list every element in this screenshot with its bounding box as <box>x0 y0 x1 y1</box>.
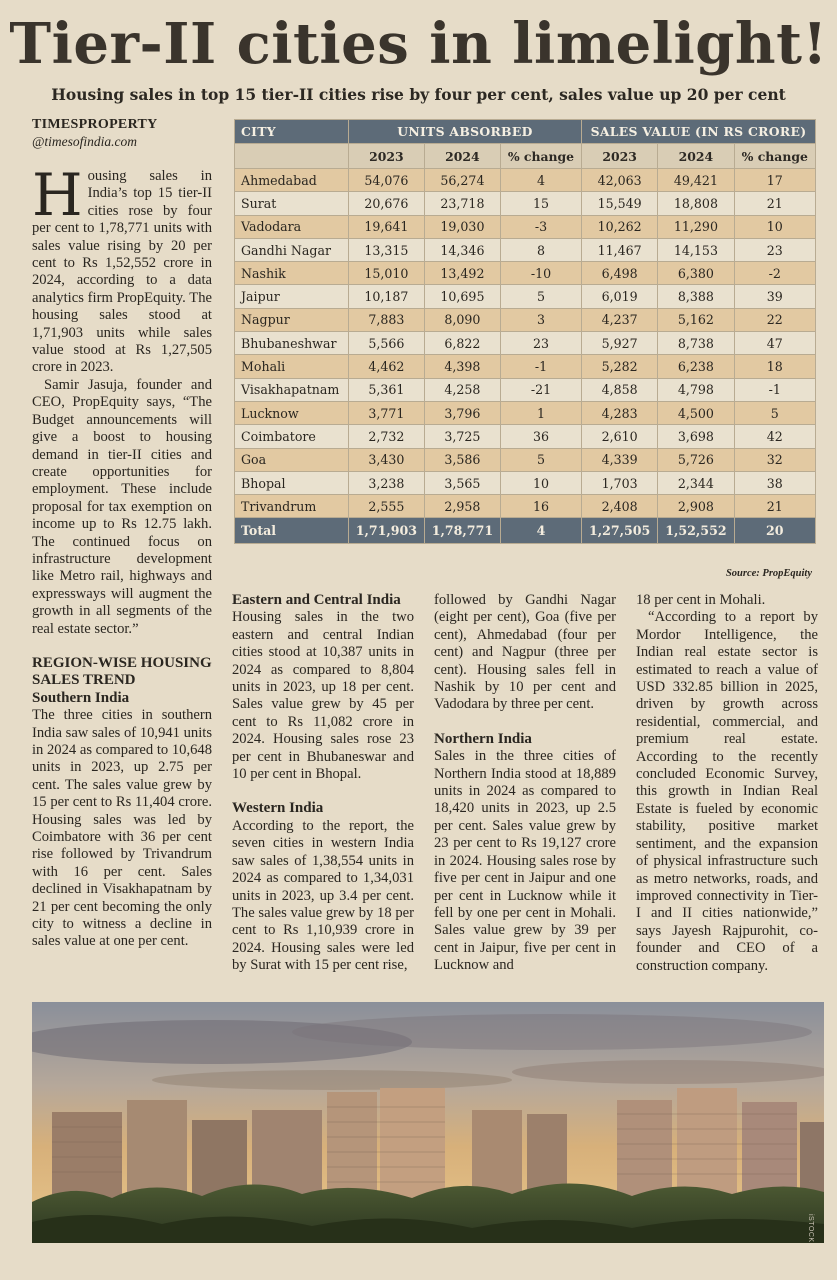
cell-value-2024: 18,808 <box>658 192 734 215</box>
table-row <box>235 378 816 401</box>
cell-value-2024: 8,738 <box>658 332 734 355</box>
table-row <box>235 355 816 378</box>
cell-units-pct: 8 <box>500 238 581 261</box>
cell-value-2023: 2,610 <box>581 425 657 448</box>
cell-units-pct: -3 <box>500 215 581 238</box>
cell-city: Nashik <box>235 262 349 285</box>
cell-value-pct: 21 <box>734 495 815 518</box>
cell-units-2023: 4,462 <box>348 355 424 378</box>
cell-units-2023: 10,187 <box>348 285 424 308</box>
cell-units-pct: -21 <box>500 378 581 401</box>
intro-paragraph <box>32 161 212 377</box>
table-row <box>235 192 816 215</box>
cell-units-pct: 3 <box>500 308 581 331</box>
cell-value-pct: 21 <box>734 192 815 215</box>
table-body <box>235 169 816 544</box>
cell-value-pct: 42 <box>734 425 815 448</box>
cell-units-2023: 3,238 <box>348 471 424 494</box>
cell-units-pct: 5 <box>500 285 581 308</box>
cell-value-2023: 5,282 <box>581 355 657 378</box>
cell-units-2023: 15,010 <box>348 262 424 285</box>
cell-units-2024: 3,796 <box>424 401 500 424</box>
cell-value-2024: 5,726 <box>658 448 734 471</box>
cell-value-pct: 23 <box>734 238 815 261</box>
cell-units-2023: 3,771 <box>348 401 424 424</box>
intro-text: ousing sales in India’s top 15 tier-II cities rose by four per cent to 1,78,771 units with sales value rising by 20 per cent to Rs 1,52,552 crore in 2024, according to a data analytics firm PropEquity. The housing sales stood at 1,71,903 units while sales value stood at Rs 1,27,505 crore in 2023. <box>32 168 212 376</box>
article-column-1 <box>32 161 212 951</box>
cell-units-pct: 10 <box>500 471 581 494</box>
cell-value-pct: 38 <box>734 471 815 494</box>
cell-units-2024: 2,958 <box>424 495 500 518</box>
cell-value-pct: 5 <box>734 401 815 424</box>
table-row <box>235 262 816 285</box>
cell-value-2024: 1,52,552 <box>658 518 734 544</box>
cell-value-2024: 49,421 <box>658 169 734 192</box>
cell-units-2024: 3,725 <box>424 425 500 448</box>
skyline-illustration <box>32 1002 824 1243</box>
table-row <box>235 285 816 308</box>
cell-city: Visakhapatnam <box>235 378 349 401</box>
cell-city: Nagpur <box>235 308 349 331</box>
western-text-continued: followed by Gandhi Nagar (eight per cent), Goa (five per cent), Ahmedabad (four per cent) and Nagpur (three per cent). Housing sales fell in Nashik by 10 per cent and Vadodara by three per cent. <box>434 592 616 713</box>
byline <box>32 116 232 150</box>
cell-units-2023: 54,076 <box>348 169 424 192</box>
cell-units-2023: 7,883 <box>348 308 424 331</box>
table-row <box>235 238 816 261</box>
page-subtitle: Housing sales in top 15 tier-II cities rise by four per cent, sales value up 20 per cent <box>51 85 786 104</box>
cell-units-pct: 23 <box>500 332 581 355</box>
article-column-4 <box>636 592 818 975</box>
cell-value-2023: 4,339 <box>581 448 657 471</box>
article-column-3 <box>434 592 616 975</box>
byline-handle: @timesofindia.com <box>32 134 138 149</box>
section-heading-region: REGION-WISE HOUSING SALES TREND <box>32 654 212 689</box>
cell-units-2024: 4,258 <box>424 378 500 401</box>
quote-paragraph: Samir Jasuja, founder and CEO, PropEquity says, “The Budget announcements will give a boost to housing demand in tier-II cities and create opportunities for employment. These include proposal for tax exemption on income up to Rs 12.75 lakh. The continued focus on infrastructure development like Metro rail, highways and expressways will augment the growth in all segments of the real estate sector.” <box>32 376 212 637</box>
cell-city: Goa <box>235 448 349 471</box>
table-row <box>235 401 816 424</box>
cell-units-pct: 15 <box>500 192 581 215</box>
cell-value-2023: 15,549 <box>581 192 657 215</box>
cell-value-2023: 2,408 <box>581 495 657 518</box>
col-header-city: CITY <box>235 120 349 144</box>
cell-value-2023: 11,467 <box>581 238 657 261</box>
col-header-units-2023: 2023 <box>348 144 424 169</box>
table-row <box>235 169 816 192</box>
table-source: Source: PropEquity <box>725 568 812 579</box>
col-header-value-2024: 2024 <box>658 144 734 169</box>
drop-cap: H <box>32 161 83 229</box>
cell-city: Total <box>235 518 349 544</box>
southern-text: The three cities in southern India saw sales of 10,941 units in 2024 as compared to 10,648 units in 2023, up 2.75 per cent. The sales value grew by 15 per cent to Rs 11,404 crore. Housing sales was led by Coimbatore with 36 per cent rise followed by Trivandrum with 16 per cent. Sales declined in Visakhapatnam by 21 per cent becoming the only city to witness a decline in sales value at one per cent. <box>32 707 212 950</box>
cell-city: Jaipur <box>235 285 349 308</box>
table-row <box>235 308 816 331</box>
cell-value-2023: 6,498 <box>581 262 657 285</box>
table-row <box>235 332 816 355</box>
col-header-value-pct: % change <box>734 144 815 169</box>
table-total-row <box>235 518 816 544</box>
closing-quote: “According to a report by Mordor Intelligence, the Indian real estate sector is estimated to reach a value of USD 332.85 billion in 2025, driven by growth across residential, commercial, and premium real estate. According to the recently concluded Economic Survey, this growth in Indian Real Estate is fueled by economic stability, positive market sentiment, and the expansion of physical infrastructure such as metro networks, roads, and improved connectivity in Tier-I and II cities nationwide,” says Jayesh Rajpurohit, co-founder and CEO of a construction company. <box>636 609 818 974</box>
col-header-units-pct: % change <box>500 144 581 169</box>
col-header-value: SALES VALUE (IN RS CRORE) <box>581 120 815 144</box>
cell-city: Surat <box>235 192 349 215</box>
cell-units-2023: 2,555 <box>348 495 424 518</box>
cell-value-2023: 4,858 <box>581 378 657 401</box>
cell-units-2023: 19,641 <box>348 215 424 238</box>
eastern-text: Housing sales in the two eastern and central Indian cities stood at 10,387 units in 2024 as compared to 8,804 units in 2023, up 18 per cent. Sales value grew by 45 per cent to Rs 11,082 crore in 2024. Housing sales rose 23 per cent in Bhubaneswar and 10 per cent in Bhopal. <box>232 609 414 783</box>
cell-city: Bhubaneshwar <box>235 332 349 355</box>
cell-city: Trivandrum <box>235 495 349 518</box>
cell-units-2023: 2,732 <box>348 425 424 448</box>
cell-units-2024: 3,565 <box>424 471 500 494</box>
photo-credit: iSTOCK <box>807 1214 814 1243</box>
cell-units-2024: 14,346 <box>424 238 500 261</box>
cell-value-2023: 6,019 <box>581 285 657 308</box>
section-heading-southern: Southern India <box>32 689 130 706</box>
page-title: Tier-II cities in limelight! <box>9 11 828 77</box>
cell-value-2024: 2,908 <box>658 495 734 518</box>
cell-units-2024: 56,274 <box>424 169 500 192</box>
cell-units-pct: 4 <box>500 169 581 192</box>
cell-city: Gandhi Nagar <box>235 238 349 261</box>
western-text: According to the report, the seven cities in western India saw sales of 1,38,554 units in 2024 as compared to 1,34,031 units in 2023, up 3.4 per cent. The sales value grew by 18 per cent to Rs 1,10,939 crore in 2024. Housing sales were led by Surat with 15 per cent rise, <box>232 817 414 974</box>
cell-units-2024: 23,718 <box>424 192 500 215</box>
cell-units-2024: 8,090 <box>424 308 500 331</box>
cell-value-2024: 3,698 <box>658 425 734 448</box>
table-row <box>235 425 816 448</box>
cell-units-2023: 13,315 <box>348 238 424 261</box>
table-row <box>235 471 816 494</box>
table-row <box>235 215 816 238</box>
cell-units-pct: 16 <box>500 495 581 518</box>
cell-value-2024: 2,344 <box>658 471 734 494</box>
cell-city: Ahmedabad <box>235 169 349 192</box>
cell-units-pct: -10 <box>500 262 581 285</box>
byline-brand: TIMESPROPERTY <box>32 117 158 132</box>
cell-value-2024: 4,500 <box>658 401 734 424</box>
cell-units-2024: 3,586 <box>424 448 500 471</box>
cell-value-2024: 14,153 <box>658 238 734 261</box>
cell-value-2024: 4,798 <box>658 378 734 401</box>
section-heading-eastern: Eastern and Central India <box>232 592 401 608</box>
cell-units-2023: 5,566 <box>348 332 424 355</box>
cell-units-2024: 13,492 <box>424 262 500 285</box>
cell-city: Lucknow <box>235 401 349 424</box>
cell-value-2023: 1,27,505 <box>581 518 657 544</box>
cell-city: Bhopal <box>235 471 349 494</box>
cell-value-2023: 4,283 <box>581 401 657 424</box>
cell-units-pct: -1 <box>500 355 581 378</box>
cell-units-2024: 19,030 <box>424 215 500 238</box>
cell-value-2023: 10,262 <box>581 215 657 238</box>
table-row <box>235 448 816 471</box>
cell-value-pct: 18 <box>734 355 815 378</box>
cell-units-2024: 10,695 <box>424 285 500 308</box>
cell-units-2023: 20,676 <box>348 192 424 215</box>
cell-value-2023: 42,063 <box>581 169 657 192</box>
cell-units-2023: 5,361 <box>348 378 424 401</box>
col-header-units: UNITS ABSORBED <box>348 120 581 144</box>
col-header-value-2023: 2023 <box>581 144 657 169</box>
table-row <box>235 495 816 518</box>
cell-value-pct: 17 <box>734 169 815 192</box>
section-heading-western: Western India <box>232 800 324 817</box>
sales-table <box>234 119 816 544</box>
cell-city: Mohali <box>235 355 349 378</box>
cell-value-2024: 5,162 <box>658 308 734 331</box>
cell-value-pct: -1 <box>734 378 815 401</box>
northern-text-continued: 18 per cent in Mohali. <box>636 592 766 608</box>
cell-value-pct: 10 <box>734 215 815 238</box>
cell-value-2023: 1,703 <box>581 471 657 494</box>
cell-value-pct: 32 <box>734 448 815 471</box>
cell-value-2024: 8,388 <box>658 285 734 308</box>
article-column-2 <box>232 592 414 975</box>
cell-value-pct: -2 <box>734 262 815 285</box>
cell-units-2024: 6,822 <box>424 332 500 355</box>
cell-units-pct: 4 <box>500 518 581 544</box>
col-header-blank <box>235 144 349 169</box>
skyline-photo <box>32 1002 824 1243</box>
cell-value-pct: 39 <box>734 285 815 308</box>
cell-city: Coimbatore <box>235 425 349 448</box>
cell-value-pct: 22 <box>734 308 815 331</box>
northern-text: Sales in the three cities of Northern India stood at 18,889 units in 2024 as compared to 18,420 units in 2023, up 2.5 per cent. Sales value grew by 23 per cent to Rs 19,127 crore in 2024. Housing sales rose by five per cent in Jaipur and one per cent in Lucknow while it fell by one per cent in Mohali. Sales value grew by 39 per cent in Jaipur, five per cent in Lucknow and <box>434 748 616 974</box>
cell-value-2024: 6,238 <box>658 355 734 378</box>
cell-value-2024: 11,290 <box>658 215 734 238</box>
cell-units-2024: 1,78,771 <box>424 518 500 544</box>
cell-units-pct: 1 <box>500 401 581 424</box>
cell-units-2023: 3,430 <box>348 448 424 471</box>
cell-value-pct: 47 <box>734 332 815 355</box>
cell-value-pct: 20 <box>734 518 815 544</box>
cell-units-2023: 1,71,903 <box>348 518 424 544</box>
cell-units-2024: 4,398 <box>424 355 500 378</box>
cell-value-2024: 6,380 <box>658 262 734 285</box>
cell-city: Vadodara <box>235 215 349 238</box>
cell-units-pct: 5 <box>500 448 581 471</box>
cell-units-pct: 36 <box>500 425 581 448</box>
section-heading-northern: Northern India <box>434 730 532 747</box>
col-header-units-2024: 2024 <box>424 144 500 169</box>
cell-value-2023: 5,927 <box>581 332 657 355</box>
cell-value-2023: 4,237 <box>581 308 657 331</box>
